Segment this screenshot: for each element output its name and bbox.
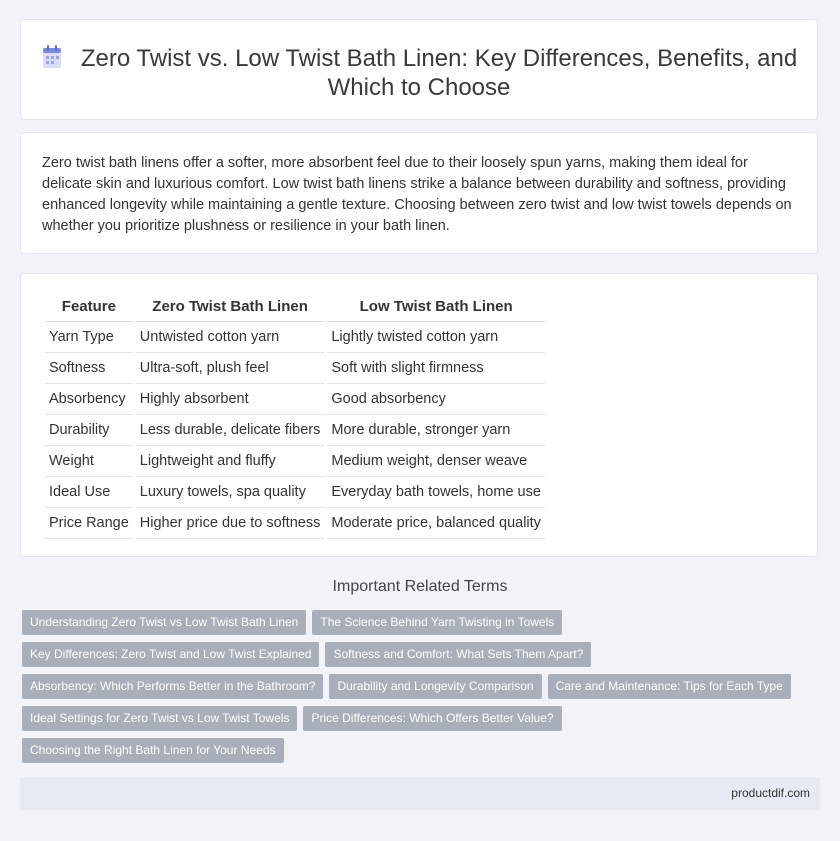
related-term-tag[interactable]: Choosing the Right Bath Linen for Your Needs — [22, 738, 284, 763]
related-term-tag[interactable]: The Science Behind Yarn Twisting in Towels — [312, 610, 562, 635]
cell-feature: Ideal Use — [45, 477, 133, 508]
related-terms-list — [22, 610, 812, 770]
page-title: Zero Twist vs. Low Twist Bath Linen: Key Differences, Benefits, and Which to Choose — [80, 45, 798, 101]
comparison-table — [42, 292, 548, 539]
header-feature: Feature — [45, 292, 133, 322]
table-row — [45, 353, 545, 384]
cell-zero-twist: Luxury towels, spa quality — [136, 477, 325, 508]
intro-paragraph: Zero twist bath linens offer a softer, more absorbent feel due to their loosely spun yarns, making them ideal for delicate skin and luxurious comfort. Low twist bath linens strike a balance between durability and softness, providing enhanced longevity while maintaining a gentle texture. Choosing between zero twist and low twist towels depends on whether you prioritize plushness or resilience in your bath linen. — [42, 155, 792, 234]
related-term-tag[interactable]: Durability and Longevity Comparison — [329, 674, 541, 699]
cell-zero-twist: Less durable, delicate fibers — [136, 415, 325, 446]
footer-site-link[interactable]: productdif.com — [731, 786, 810, 800]
table-row — [45, 446, 545, 477]
related-term-tag[interactable]: Absorbency: Which Performs Better in the Bathroom? — [22, 674, 323, 699]
page-title-wrap — [21, 44, 817, 102]
table-row — [45, 415, 545, 446]
cell-low-twist: Medium weight, denser weave — [327, 446, 545, 477]
cell-zero-twist: Higher price due to softness — [136, 508, 325, 539]
related-term-tag[interactable]: Ideal Settings for Zero Twist vs Low Twist Towels — [22, 706, 297, 731]
cell-feature: Softness — [45, 353, 133, 384]
cell-feature: Durability — [45, 415, 133, 446]
related-term-tag[interactable]: Understanding Zero Twist vs Low Twist Bath Linen — [22, 610, 306, 635]
comparison-card — [20, 273, 818, 557]
intro-card — [20, 132, 818, 254]
cell-zero-twist: Lightweight and fluffy — [136, 446, 325, 477]
cell-zero-twist: Ultra-soft, plush feel — [136, 353, 325, 384]
title-card — [20, 19, 818, 120]
header-low-twist: Low Twist Bath Linen — [327, 292, 545, 322]
cell-feature: Weight — [45, 446, 133, 477]
table-row — [45, 508, 545, 539]
related-term-tag[interactable]: Key Differences: Zero Twist and Low Twist Explained — [22, 642, 319, 667]
related-term-tag[interactable]: Care and Maintenance: Tips for Each Type — [548, 674, 791, 699]
cell-zero-twist: Highly absorbent — [136, 384, 325, 415]
cell-zero-twist: Untwisted cotton yarn — [136, 322, 325, 353]
related-term-tag[interactable]: Price Differences: Which Offers Better Value? — [303, 706, 561, 731]
table-row — [45, 322, 545, 353]
cell-low-twist: Soft with slight firmness — [327, 353, 545, 384]
footer-bar — [20, 777, 820, 810]
cell-feature: Absorbency — [45, 384, 133, 415]
cell-feature: Price Range — [45, 508, 133, 539]
cell-low-twist: Everyday bath towels, home use — [327, 477, 545, 508]
cell-feature: Yarn Type — [45, 322, 133, 353]
cell-low-twist: Lightly twisted cotton yarn — [327, 322, 545, 353]
cell-low-twist: Moderate price, balanced quality — [327, 508, 545, 539]
table-row — [45, 477, 545, 508]
header-zero-twist: Zero Twist Bath Linen — [136, 292, 325, 322]
cell-low-twist: More durable, stronger yarn — [327, 415, 545, 446]
cell-low-twist: Good absorbency — [327, 384, 545, 415]
document-icon — [41, 45, 63, 69]
table-header-row — [45, 292, 545, 322]
table-row — [45, 384, 545, 415]
related-term-tag[interactable]: Softness and Comfort: What Sets Them Apart? — [325, 642, 591, 667]
related-terms-heading: Important Related Terms — [332, 578, 508, 595]
